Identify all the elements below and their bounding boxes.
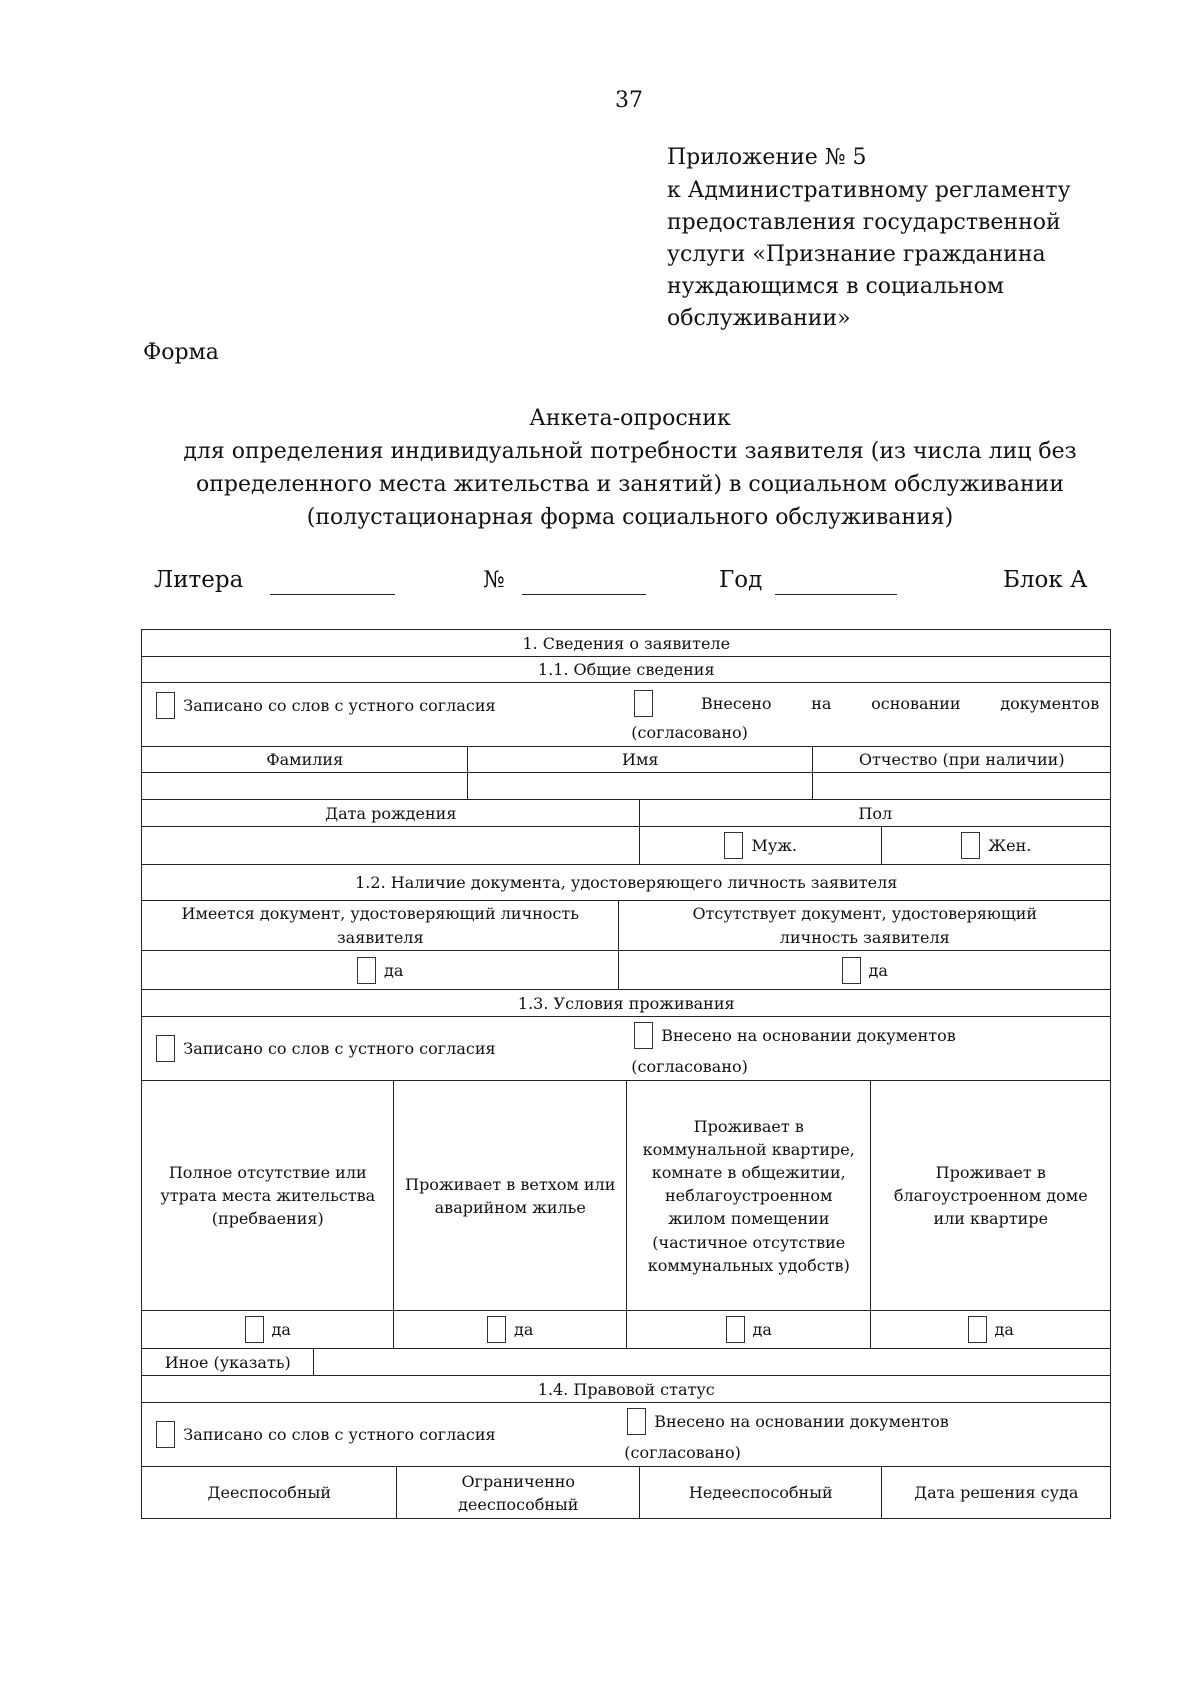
yes-label: да [752, 1320, 772, 1340]
name-header: Имя [467, 746, 813, 773]
docs-word: основании [871, 694, 961, 714]
female-label: Жен. [988, 836, 1032, 856]
legal-court-date: Дата решения суда [881, 1466, 1111, 1519]
checkbox[interactable] [961, 832, 980, 859]
living-option-header: Проживает в благоустроенном доме или квартире [870, 1080, 1111, 1311]
number-label: № [483, 567, 505, 593]
docs-label: Внесено на основании документов [654, 1412, 949, 1432]
checkbox[interactable] [156, 1421, 175, 1448]
appendix-line: предоставления государственной [667, 210, 1061, 235]
oral-option[interactable] [156, 692, 495, 719]
source-row [141, 682, 1111, 747]
living-option-header: Полное отсутствие или утрата места жительства (пребваения) [141, 1080, 394, 1311]
subsection-heading: 1.4. Правовой статус [141, 1375, 1111, 1403]
title-line: Анкета-опросник [529, 406, 731, 431]
living-yes-option[interactable] [870, 1310, 1111, 1349]
living-yes-option[interactable] [393, 1310, 627, 1349]
yes-label: да [868, 960, 888, 980]
surname-field[interactable] [141, 772, 468, 800]
birth-date-field[interactable] [141, 826, 640, 865]
oral-option[interactable] [156, 1035, 495, 1062]
docs-option[interactable] [634, 690, 1099, 717]
source-row [141, 1402, 1111, 1467]
subsection-heading: 1.3. Условия проживания [141, 989, 1111, 1017]
oral-label: Записано со слов с устного согласия [183, 1425, 496, 1445]
docs-option[interactable] [634, 1022, 955, 1049]
docs-word: Внесено [700, 694, 772, 714]
form-label: Форма [143, 340, 219, 365]
surname-header: Фамилия [141, 746, 468, 773]
name-field[interactable] [467, 772, 813, 800]
number-field[interactable] [522, 574, 646, 595]
checkbox[interactable] [968, 1316, 987, 1343]
subsection-heading: 1.2. Наличие документа, удостоверяющего личность заявителя [141, 864, 1111, 901]
oral-option[interactable] [156, 1421, 495, 1448]
checkbox[interactable] [245, 1316, 264, 1343]
year-label: Год [719, 567, 763, 593]
checkbox[interactable] [357, 957, 376, 984]
appendix-line: к Административному регламенту [667, 178, 1071, 203]
checkbox[interactable] [627, 1408, 646, 1435]
title-line: для определения индивидуальной потребности заявителя (из числа лиц без [183, 439, 1077, 464]
other-field[interactable] [313, 1348, 1111, 1376]
year-field[interactable] [775, 574, 897, 595]
block-label: Блок А [1003, 567, 1088, 593]
checkbox[interactable] [724, 832, 743, 859]
living-option-header: Проживает в коммунальной квартире, комнате в общежитии, неблагоустроенном жилом помещении (частичное отсутствие коммунальных удобств) [626, 1080, 871, 1311]
sex-header: Пол [639, 799, 1111, 827]
appendix-line: услуги «Признание гражданина [667, 242, 1046, 267]
checkbox[interactable] [487, 1316, 506, 1343]
male-label: Муж. [751, 836, 798, 856]
checkbox[interactable] [634, 690, 653, 717]
yes-label: да [271, 1320, 291, 1340]
source-row [141, 1016, 1111, 1081]
oral-label: Записано со слов с устного согласия [183, 696, 496, 716]
doc-absent-option[interactable] [618, 950, 1111, 990]
appendix-line: Приложение № 5 [667, 145, 867, 170]
checkbox[interactable] [156, 1035, 175, 1062]
subsection-heading: 1.1. Общие сведения [141, 656, 1111, 683]
doc-has-option[interactable] [141, 950, 619, 990]
agreed-label: (согласовано) [631, 723, 748, 743]
yes-label: да [384, 960, 404, 980]
litera-field[interactable] [270, 574, 395, 595]
appendix-line: обслуживании» [667, 306, 851, 331]
title-line: (полустационарная форма социального обслуживания) [306, 505, 954, 530]
docs-option[interactable] [627, 1408, 948, 1435]
appendix-line: нуждающимся в социальном [667, 274, 1004, 299]
birth-date-header: Дата рождения [141, 799, 640, 827]
agreed-label: (согласовано) [624, 1443, 741, 1463]
doc-has-header: Имеется документ, удостоверяющий личность заявителя [141, 900, 619, 951]
yes-label: да [514, 1320, 534, 1340]
checkbox[interactable] [634, 1022, 653, 1049]
legal-status-limited: Ограниченно дееспособный [396, 1466, 640, 1519]
patronymic-header: Отчество (при наличии) [812, 746, 1111, 773]
section-heading: 1. Сведения о заявителе [141, 629, 1111, 657]
patronymic-field[interactable] [812, 772, 1111, 800]
other-label: Иное (указать) [141, 1348, 314, 1376]
living-yes-option[interactable] [141, 1310, 394, 1349]
docs-word: документов [1000, 694, 1100, 714]
checkbox[interactable] [156, 692, 175, 719]
female-option[interactable] [881, 826, 1111, 865]
legal-status-capable: Дееспособный [141, 1466, 397, 1519]
doc-absent-header: Отсутствует документ, удостоверяющий личность заявителя [618, 900, 1111, 951]
male-option[interactable] [639, 826, 882, 865]
living-yes-option[interactable] [626, 1310, 871, 1349]
living-option-header: Проживает в ветхом или аварийном жилье [393, 1080, 627, 1311]
agreed-label: (согласовано) [631, 1057, 748, 1077]
docs-word: на [811, 694, 832, 714]
oral-label: Записано со слов с устного согласия [183, 1039, 496, 1059]
docs-label: Внесено на основании документов [661, 1026, 956, 1046]
yes-label: да [994, 1320, 1014, 1340]
document-title [0, 402, 1200, 534]
litera-label: Литера [154, 567, 244, 593]
page-number: 37 [615, 88, 643, 113]
legal-status-incapable: Недееспособный [639, 1466, 882, 1519]
title-line: определенного места жительства и занятий) в социальном обслуживании [195, 472, 1065, 497]
checkbox[interactable] [726, 1316, 745, 1343]
checkbox[interactable] [842, 957, 861, 984]
